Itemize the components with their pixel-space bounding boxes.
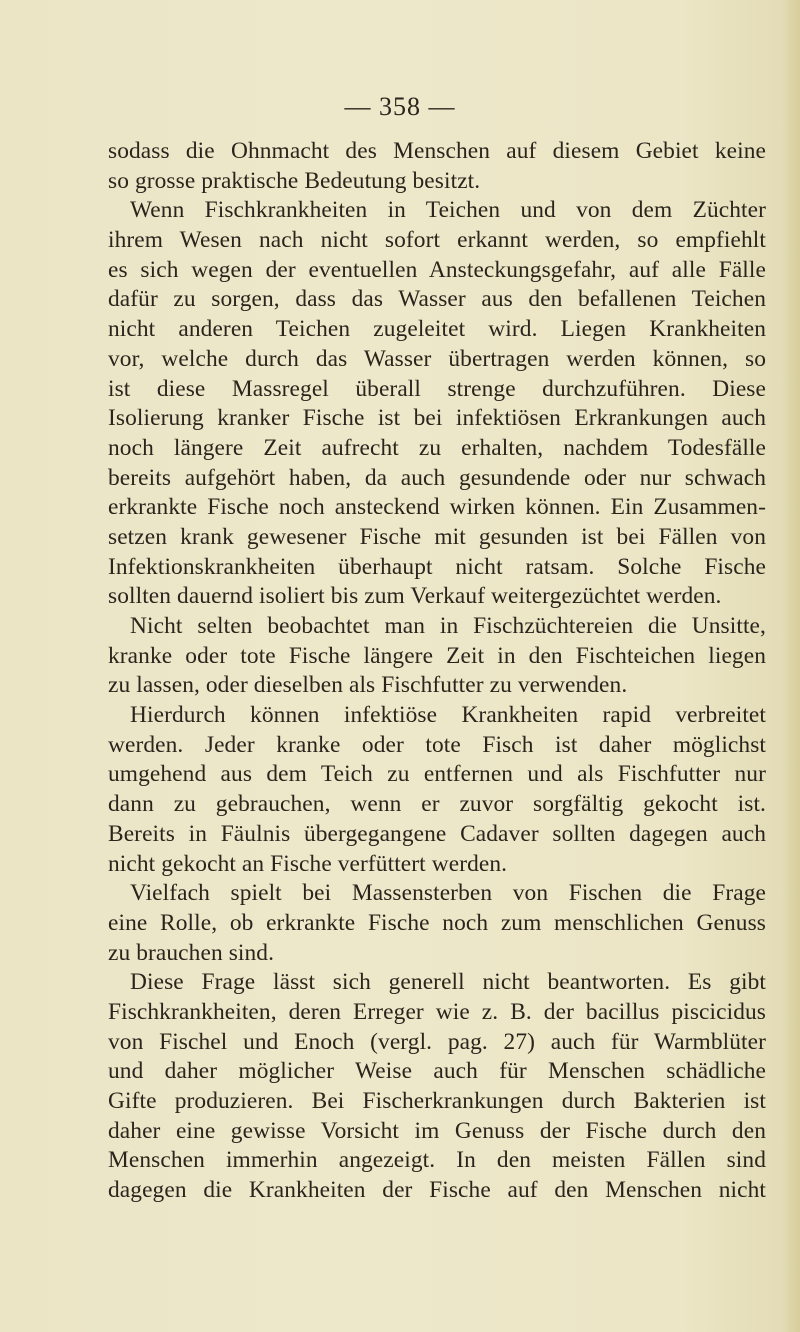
text-line: daher eine gewisse Vorsicht im Genuss der Fische durch den	[108, 1117, 766, 1144]
text-line: Wenn Fischkrankheiten in Teichen und von dem Züchter	[130, 197, 766, 224]
text-line: setzen krank gewesener Fische mit gesunden ist bei Fällen von	[108, 523, 766, 550]
text-line: zu lassen, oder dieselben als Fischfutter zu verwenden.	[108, 672, 628, 699]
text-line: Bereits in Fäulnis übergegangene Cadaver sollten dagegen auch	[108, 820, 766, 847]
text-line: noch längere Zeit aufrecht zu erhalten, nachdem Todesfälle	[108, 434, 766, 461]
text-line: vor, welche durch das Wasser übertragen werden können, so	[108, 345, 766, 372]
text-line: nicht anderen Teichen zugeleitet wird. Liegen Krankheiten	[108, 316, 766, 343]
text-line: eine Rolle, ob erkrankte Fische noch zum menschlichen Genuss	[108, 909, 766, 936]
body-text	[108, 137, 766, 1206]
text-line: Hierdurch können infektiöse Krankheiten rapid verbreitet	[130, 702, 766, 729]
page-number: — 358 —	[344, 92, 456, 121]
text-line: Isolierung kranker Fische ist bei infektiösen Erkrankungen auch	[108, 405, 766, 432]
text-line: kranke oder tote Fische längere Zeit in den Fischteichen liegen	[108, 642, 766, 669]
text-line: Menschen immerhin angezeigt. In den meisten Fällen sind	[108, 1147, 766, 1174]
text-line: Gifte produzieren. Bei Fischerkrankungen durch Bakterien ist	[108, 1088, 766, 1114]
text-line: so grosse praktische Bedeutung besitzt.	[108, 167, 481, 194]
text-line: dann zu gebrauchen, wenn er zuvor sorgfältig gekocht ist.	[108, 791, 766, 818]
text-line: dagegen die Krankheiten der Fische auf den Menschen nicht	[108, 1177, 766, 1204]
text-line: Infektionskrankheiten überhaupt nicht ratsam. Solche Fische	[108, 553, 766, 580]
text-line: ihrem Wesen nach nicht sofort erkannt werden, so empfiehlt	[108, 227, 766, 254]
text-line: zu brauchen sind.	[108, 939, 275, 966]
text-line: dafür zu sorgen, dass das Wasser aus den befallenen Teichen	[108, 286, 766, 313]
text-line: nicht gekocht an Fische verfüttert werden.	[108, 850, 508, 877]
text-line: sodass die Ohnmacht des Menschen auf diesem Gebiet keine	[108, 138, 766, 164]
text-line: Fischkrankheiten, deren Erreger wie z. B. der bacillus piscicidus	[108, 998, 766, 1025]
text-line: ist diese Massregel überall strenge durchzuführen. Diese	[108, 375, 766, 402]
text-line: von Fischel und Enoch (vergl. pag. 27) auch für Warmblüter	[108, 1028, 766, 1055]
text-line: es sich wegen der eventuellen Ansteckungsgefahr, auf alle Fälle	[108, 256, 766, 283]
text-line: werden. Jeder kranke oder tote Fisch ist daher möglichst	[108, 731, 766, 758]
page-edge-shading	[782, 0, 800, 1332]
text-line: Nicht selten beobachtet man in Fischzüchtereien die Unsitte,	[130, 613, 766, 639]
text-line: Vielfach spielt bei Massensterben von Fischen die Frage	[130, 880, 766, 907]
text-line: und daher möglicher Weise auch für Menschen schädliche	[108, 1058, 766, 1085]
text-line: Diese Frage lässt sich generell nicht beantworten. Es gibt	[130, 969, 766, 996]
text-line: umgehend aus dem Teich zu entfernen und als Fischfutter nur	[108, 761, 766, 788]
text-line: erkrankte Fische noch ansteckend wirken können. Ein Zusammen-	[108, 494, 766, 521]
text-line: sollten dauernd isoliert bis zum Verkauf weitergezüchtet werden.	[108, 583, 722, 610]
text-line: bereits aufgehört haben, da auch gesundende oder nur schwach	[108, 464, 766, 491]
